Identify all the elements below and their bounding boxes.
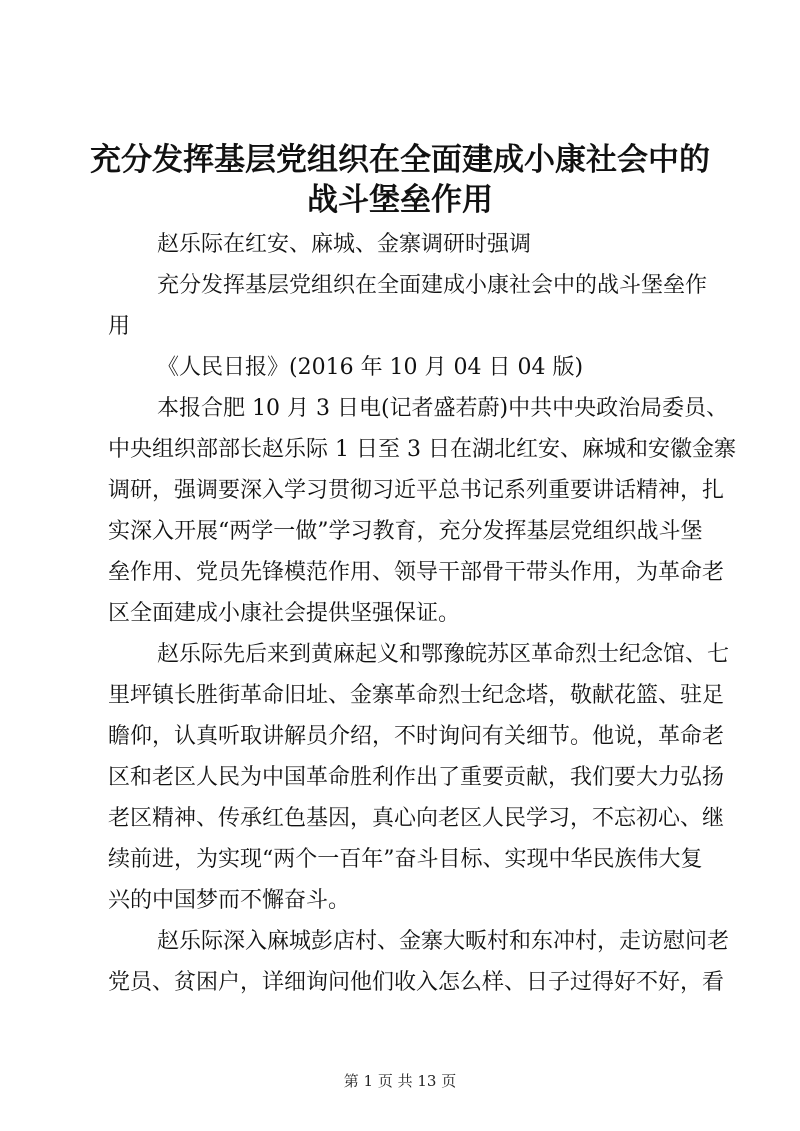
text-line: 中央组织部部长赵乐际 1 日至 3 日在湖北红安、麻城和安徽金寨 bbox=[108, 437, 736, 462]
text-line: 里坪镇长胜街革命旧址、金寨革命烈士纪念塔，敬献花篮、驻足 bbox=[108, 683, 725, 708]
text-line: 赵乐际先后来到黄麻起义和鄂豫皖苏区革命烈士纪念馆、七 bbox=[157, 642, 730, 667]
text-line: 党员、贫困户，详细询问他们收入怎么样、日子过得好不好，看 bbox=[108, 970, 725, 995]
paragraph-source bbox=[108, 347, 700, 388]
text-line: 老区精神、传承红色基因，真心向老区人民学习，不忘初心、继 bbox=[108, 806, 725, 831]
title-line: 战斗堡垒作用 bbox=[307, 182, 493, 218]
text-line: 本报合肥 10 月 3 日电(记者盛若蔚)中共中央政治局委员、 bbox=[157, 396, 729, 421]
text-line: 续前进，为实现“两个一百年”奋斗目标、实现中华民族伟大复 bbox=[108, 847, 703, 872]
text-line: 《人民日报》(2016 年 10 月 04 日 04 版) bbox=[157, 355, 584, 380]
document-body bbox=[108, 224, 736, 1003]
paragraph bbox=[108, 634, 730, 921]
title-line: 充分发挥基层党组织在全面建成小康社会中的 bbox=[90, 142, 710, 178]
paragraph bbox=[108, 388, 736, 634]
page-footer: 第 1 页 共 13 页 bbox=[343, 1072, 457, 1090]
text-line: 区和老区人民为中国革命胜利作出了重要贡献，我们要大力弘扬 bbox=[108, 765, 725, 790]
paragraph bbox=[108, 921, 730, 1003]
paragraph-headline bbox=[108, 265, 708, 347]
text-line: 区全面建成小康社会提供坚强保证。 bbox=[108, 601, 461, 626]
text-line: 垒作用、党员先锋模范作用、领导干部骨干带头作用，为革命老 bbox=[108, 560, 725, 585]
paragraph-subtitle bbox=[108, 224, 700, 265]
text-line: 瞻仰，认真听取讲解员介绍，不时询问有关细节。他说，革命老 bbox=[108, 724, 725, 749]
text-line: 调研，强调要深入学习贯彻习近平总书记系列重要讲话精神，扎 bbox=[108, 478, 725, 503]
text-line: 赵乐际深入麻城彭店村、金寨大畈村和东冲村，走访慰问老 bbox=[157, 929, 730, 954]
text-line: 用 bbox=[108, 314, 131, 339]
text-line: 赵乐际在红安、麻城、金寨调研时强调 bbox=[157, 232, 532, 257]
text-line: 充分发挥基层党组织在全面建成小康社会中的战斗堡垒作 bbox=[157, 273, 708, 298]
page-content bbox=[0, 140, 800, 1003]
text-line: 兴的中国梦而不懈奋斗。 bbox=[108, 888, 351, 913]
text-line: 实深入开展“两学一做”学习教育，充分发挥基层党组织战斗堡 bbox=[108, 519, 703, 544]
document-title bbox=[60, 140, 740, 220]
